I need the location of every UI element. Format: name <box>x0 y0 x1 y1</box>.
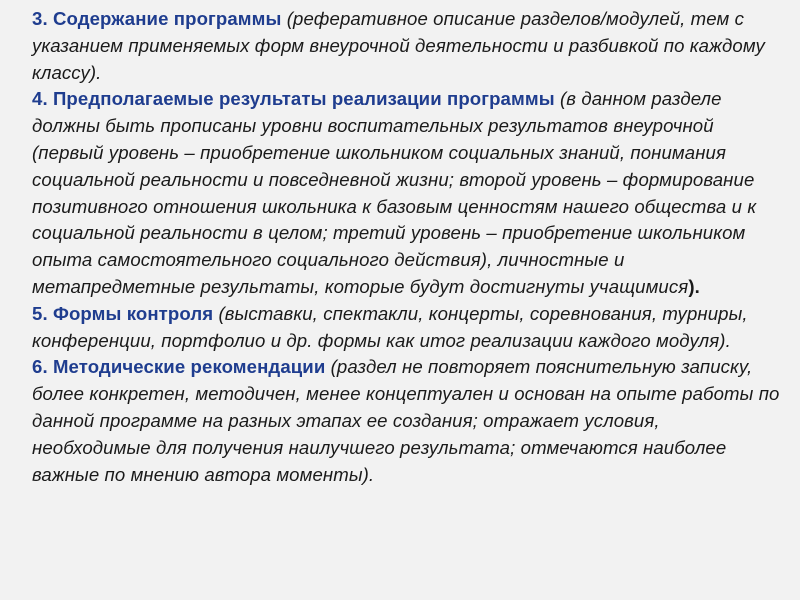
section-heading: 5. Формы контроля <box>32 302 214 324</box>
section-heading: 4. Предполагаемые результаты реализации программы <box>32 88 555 110</box>
section-text: (реферативное описание разделов/модулей, тем с указанием применяемых форм внеурочной деятельности и разбивкой по каждому классу). <box>32 8 765 83</box>
section-heading: 6. Методические рекомендации <box>32 356 326 378</box>
section-text: (раздел не повторяет пояснительную записку, более конкретен, методичен, менее концептуален и основан на опыте работы по данной программе на разных этапах ее создания; отражает условия, необходимые для получения наилучшего результата; отмечаются наиболее важные по мнению автора моменты). <box>32 356 780 485</box>
section-heading: 3. Содержание программы <box>32 8 282 29</box>
section-methodical-recommendations <box>32 354 780 488</box>
section-text: (выставки, спектакли, концерты, соревнования, турниры, конференции, портфолио и др. формы как итог реализации каждого модуля). <box>32 302 748 351</box>
section-text: (в данном разделе должны быть прописаны уровни воспитательных результатов внеурочной (первый уровень – приобретение школьником социальных знаний, понимания социальной реальности и повседневной жизни; второй уровень – формирование позитивного отношения школьника к базовым ценностям нашего общества и к социальной реальности в целом; третий уровень – приобретение школьником опыта самостоятельного социального действия), личностные и метапредметные результаты, которые будут достигнуты учащимися <box>32 88 757 297</box>
section-program-content <box>32 6 780 86</box>
section-control-forms <box>32 301 780 355</box>
section-closing-punctuation: ). <box>688 275 700 297</box>
section-expected-results <box>32 86 780 300</box>
